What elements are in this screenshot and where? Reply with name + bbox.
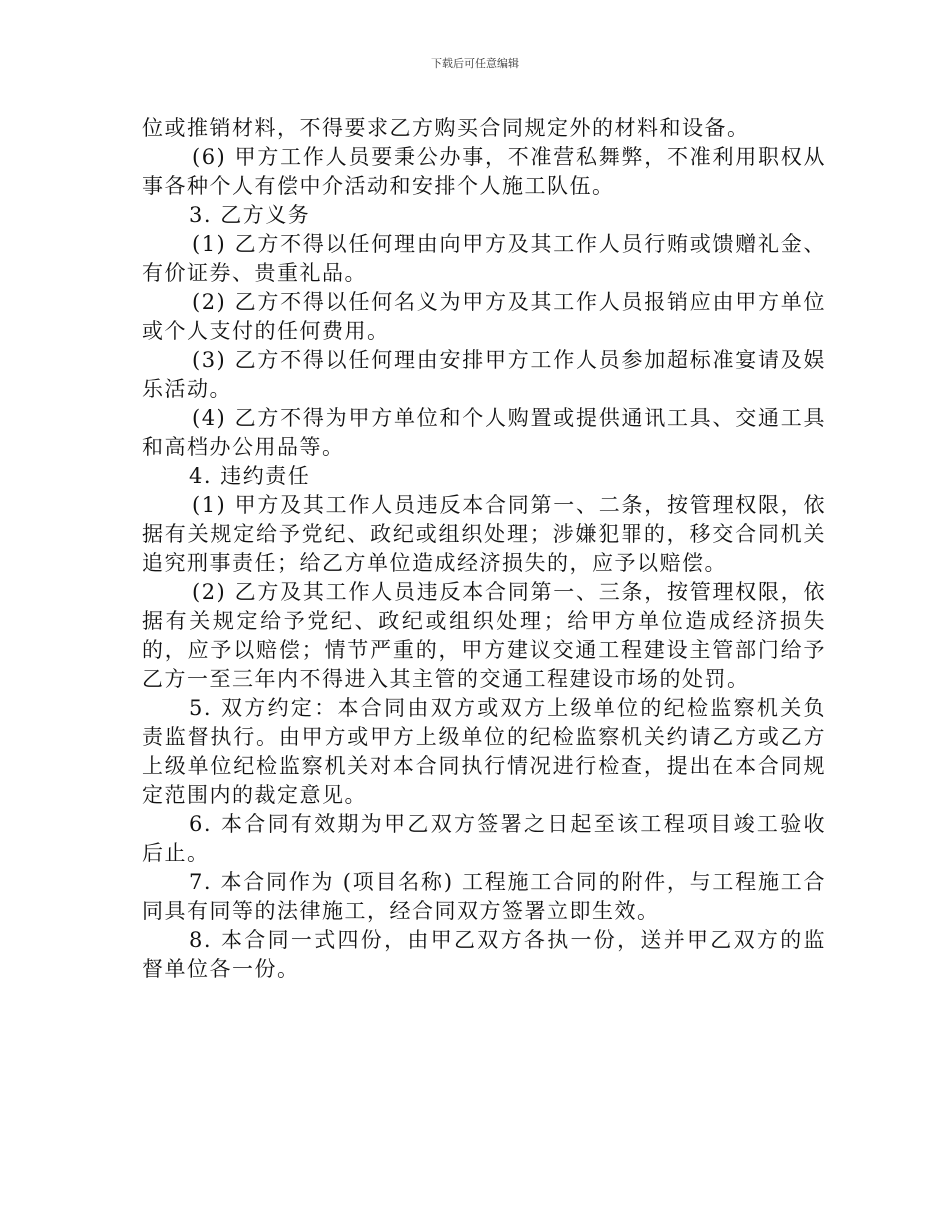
page-header-note: 下载后可任意编辑: [431, 57, 519, 70]
clause-3-1: (1) 乙方不得以任何理由向甲方及其工作人员行贿或馈赠礼金、有价证券、贵重礼品。: [142, 232, 826, 285]
section-5: 5. 双方约定：本合同由双方或双方上级单位的纪检监察机关负责监督执行。由甲方或甲方上级单位的纪检监察机关约请乙方或乙方上级单位纪检监察机关对本合同执行情况进行检查，提出在本合同规定范围内的裁定意见。: [142, 696, 826, 807]
clause-3-2: (2) 乙方不得以任何名义为甲方及其工作人员报销应由甲方单位或个人支付的任何费用。: [142, 290, 826, 343]
section-8: 8. 本合同一式四份，由甲乙双方各执一份，送并甲乙双方的监督单位各一份。: [142, 928, 826, 981]
document-body: [142, 114, 826, 984]
clause-3-3: (3) 乙方不得以任何理由安排甲方工作人员参加超标准宴请及娱乐活动。: [142, 348, 826, 401]
clause-2-6: (6) 甲方工作人员要秉公办事，不准营私舞弊，不准利用职权从事各种个人有偿中介活动和安排个人施工队伍。: [142, 145, 826, 198]
paragraph-continuation: 位或推销材料，不得要求乙方购买合同规定外的材料和设备。: [142, 116, 750, 140]
clause-4-2: (2) 乙方及其工作人员违反本合同第一、三条，按管理权限，依据有关规定给予党纪、政纪或组织处理；给甲方单位造成经济损失的，应予以赔偿；情节严重的，甲方建议交通工程建设主管部门给予乙方一至三年内不得进入其主管的交通工程建设市场的处罚。: [142, 580, 826, 691]
clause-4-1: (1) 甲方及其工作人员违反本合同第一、二条，按管理权限，依据有关规定给予党纪、政纪或组织处理；涉嫌犯罪的，移交合同机关追究刑事责任；给乙方单位造成经济损失的，应予以赔偿。: [142, 493, 826, 575]
section-heading-4: 4. 违约责任: [189, 464, 311, 488]
section-7: 7. 本合同作为 (项目名称) 工程施工合同的附件，与工程施工合同具有同等的法律施工，经合同双方签署立即生效。: [142, 870, 826, 923]
clause-3-4: (4) 乙方不得为甲方单位和个人购置或提供通讯工具、交通工具和高档办公用品等。: [142, 406, 826, 459]
section-6: 6. 本合同有效期为甲乙双方签署之日起至该工程项目竣工验收后止。: [142, 812, 826, 865]
section-heading-3: 3. 乙方义务: [189, 203, 311, 227]
